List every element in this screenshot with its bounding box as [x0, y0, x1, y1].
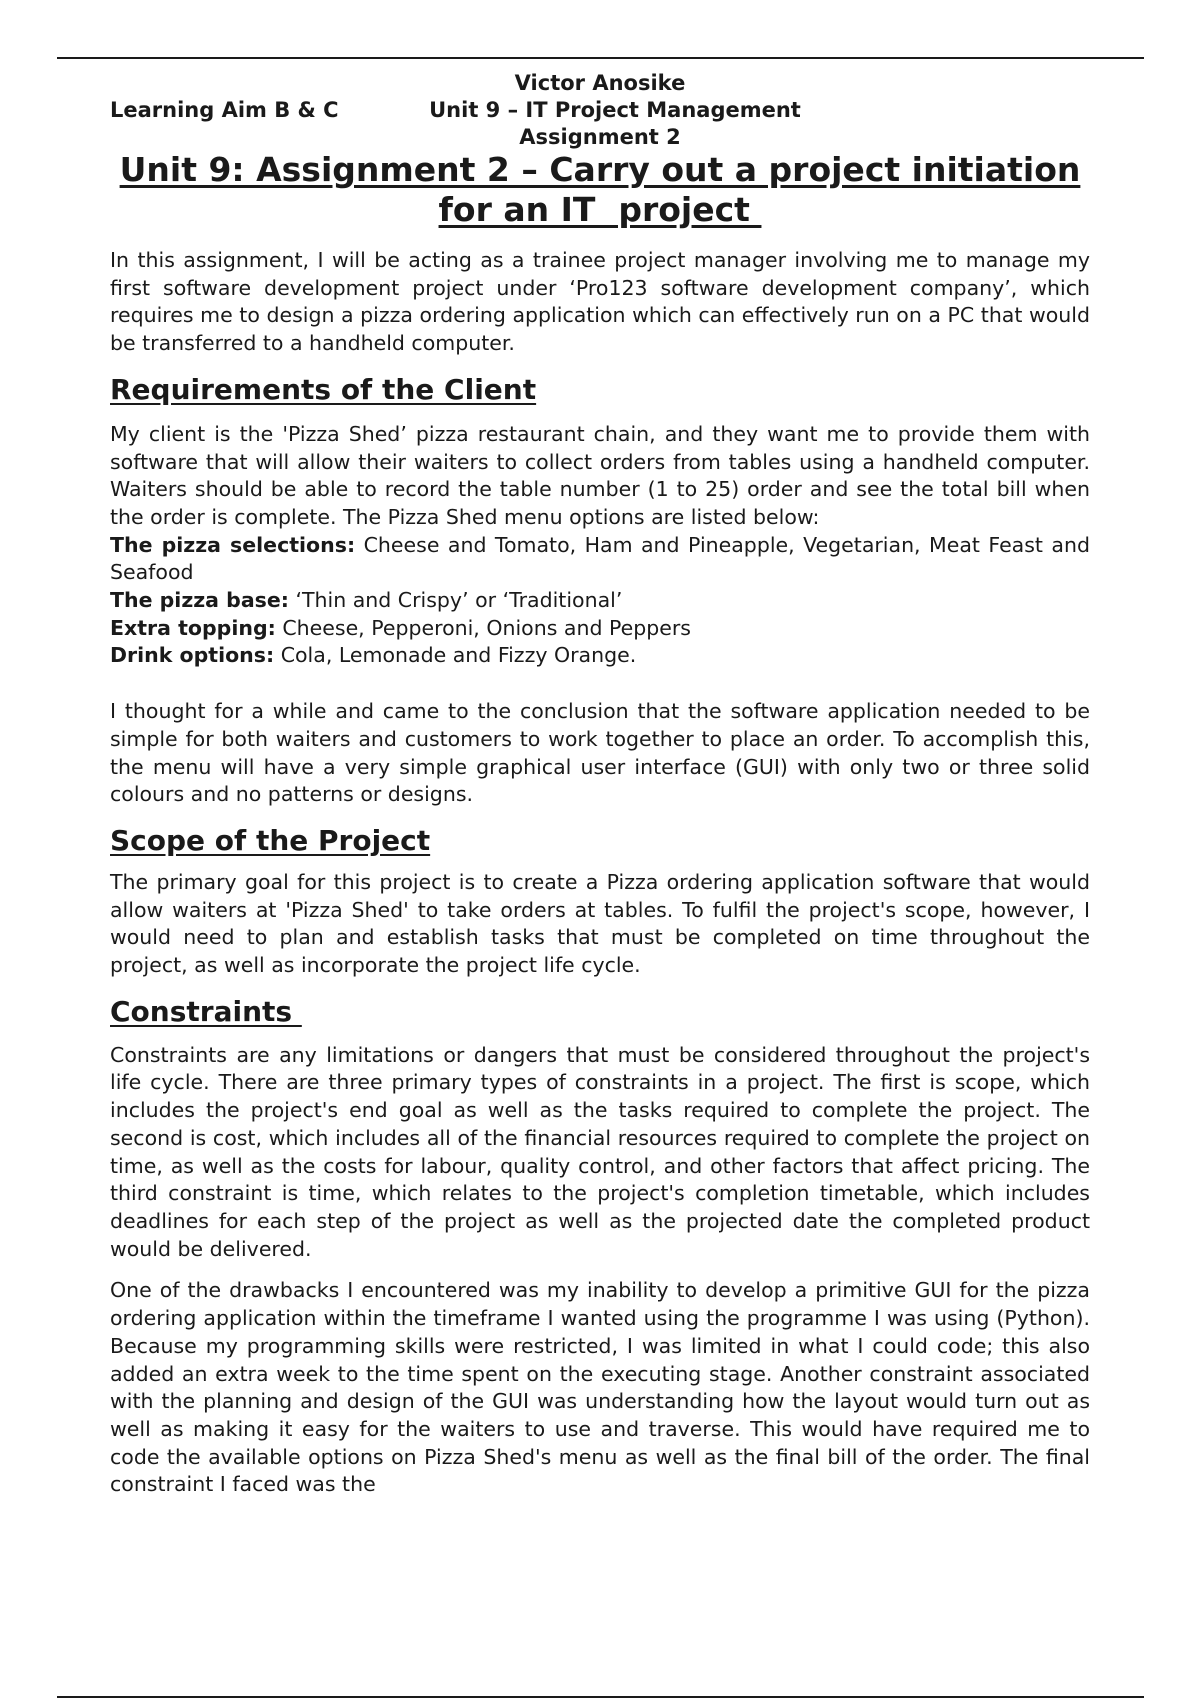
constraints-heading: Constraints [110, 994, 302, 1028]
document-header [110, 70, 1090, 150]
constraints-paragraph-1: Constraints are any limitations or dangers that must be considered throughout the project's life cycle. There are three primary types of constraints in a project. The first is scope, which includes the project's end goal as well as the tasks required to complete the project. The second is cost, which includes all of the financial resources required to complete the project on time, as well as the costs for labour, quality control, and other factors that affect pricing. The third constraint is time, which relates to the project's completion timetable, which includes deadlines for each step of the project as well as the projected date the completed product would be delivered. [110, 1042, 1090, 1261]
menu-option-value: Cheese and Tomato, Ham and Pineapple, Vegetarian, Meat Feast and Seafood [110, 532, 1090, 585]
scope-paragraph: The primary goal for this project is to create a Pizza ordering application software that would allow waiters at 'Pizza Shed' to take orders at tables. To fulfil the project's scope, however, I would need to plan and establish tasks that must be completed on time throughout the project, as well as incorporate the project life cycle. [110, 869, 1090, 978]
menu-option-extra-topping [110, 615, 1090, 643]
intro-paragraph: In this assignment, I will be acting as a trainee project manager involving me to manage my first software development project under ‘Pro123 software development company’, which requires me to design a pizza ordering application which can effectively run on a PC that would be transferred to a handheld computer. [110, 248, 1090, 356]
constraints-paragraph-2: One of the drawbacks I encountered was my inability to develop a primitive GUI for the pizza ordering application within the timeframe I wanted using the programme I was using (Python). Because my programming skills were restricted, I was limited in what I could code; this also added an extra week to the time spent on the executing stage. Another constraint associated with the planning and design of the GUI was understanding how the layout would turn out as well as making it easy for the waiters to use and traverse. This would have required me to code the available options on Pizza Shed's menu as well as the final bill of the order. The final constraint I faced was the [110, 1278, 1090, 1497]
scope-heading: Scope of the Project [110, 823, 431, 857]
menu-options-list [110, 532, 1090, 671]
menu-option-value: Cola, Lemonade and Fizzy Orange. [274, 643, 637, 668]
title-line-1: Unit 9: Assignment 2 – Carry out a project initiation [119, 150, 1081, 189]
learning-aim: Learning Aim B & C [110, 98, 339, 122]
requirements-conclusion-paragraph: I thought for a while and came to the conclusion that the software application needed to be simple for both waiters and customers to work together to place an order. To accomplish this, the menu will have a very simple graphical user interface (GUI) with only two or three solid colours and no patterns or designs. [110, 699, 1090, 807]
menu-option-drinks [110, 642, 1090, 670]
top-border-rule [57, 57, 1144, 59]
assignment-number: Assignment 2 [519, 125, 681, 149]
menu-option-pizza-base [110, 587, 1090, 615]
menu-option-label: The pizza selections: [110, 532, 356, 557]
menu-option-value: Cheese, Pepperoni, Onions and Peppers [275, 615, 691, 640]
author-name: Victor Anosike [514, 71, 686, 95]
document-body [110, 70, 1090, 1499]
document-title [110, 150, 1090, 230]
title-line-2: for an IT project [438, 190, 762, 229]
bottom-border-rule [57, 1696, 1144, 1698]
menu-option-label: The pizza base: [110, 588, 289, 613]
menu-option-label: Extra topping: [110, 615, 276, 640]
requirements-heading: Requirements of the Client [110, 372, 537, 406]
requirements-paragraph: My client is the 'Pizza Shed’ pizza restaurant chain, and they want me to provide them with software that will allow their waiters to collect orders from tables using a handheld computer. Waiters should be able to record the table number (1 to 25) order and see the total bill when the order is complete. The Pizza Shed menu options are listed below: [110, 421, 1090, 529]
menu-option-pizza-selections [110, 532, 1090, 587]
menu-option-label: Drink options: [110, 643, 275, 668]
menu-option-value: ‘Thin and Crispy’ or ‘Traditional’ [288, 588, 623, 613]
unit-name: Unit 9 – IT Project Management [429, 98, 801, 122]
